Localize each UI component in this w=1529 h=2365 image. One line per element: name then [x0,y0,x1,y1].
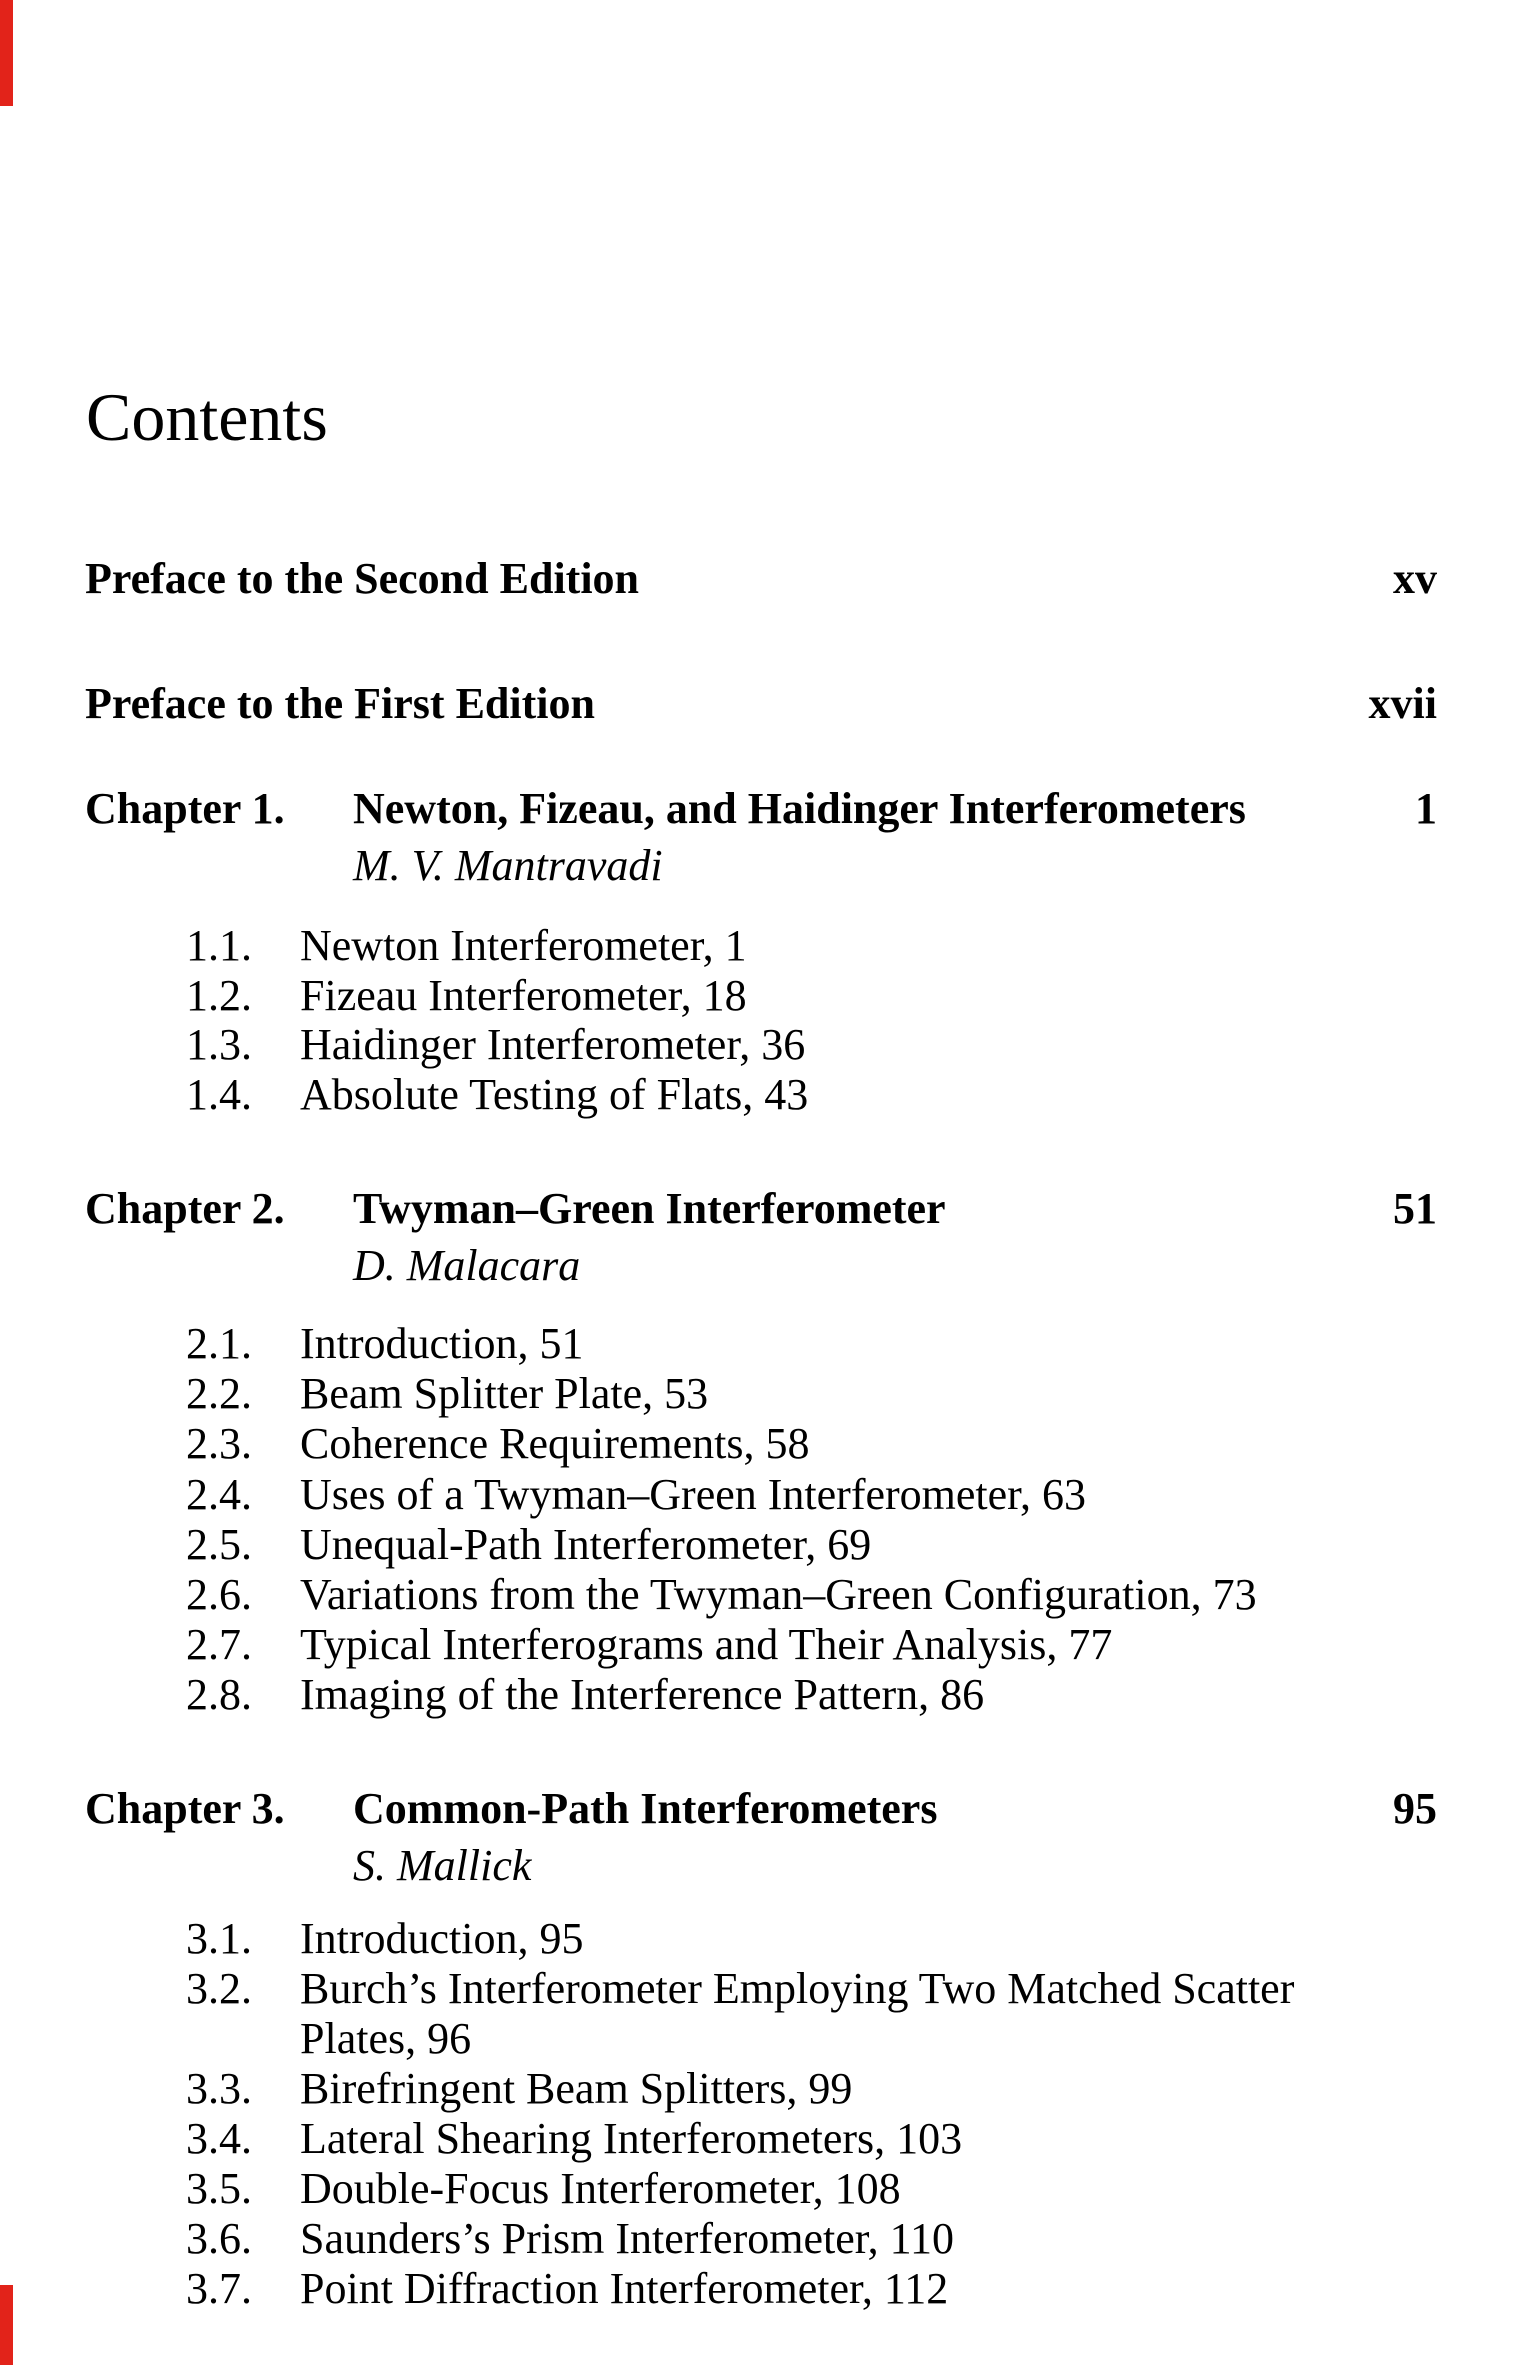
toc-entry-page-number: xv [1393,554,1437,603]
section-number: 2.1. [186,1319,252,1368]
chapter-number: Chapter 2. [85,1184,285,1233]
section-number: 2.5. [186,1520,252,1569]
toc-section-2-8 [186,1670,1437,1719]
section-title: Lateral Shearing Interferometers, 103 [300,2114,963,2163]
toc-section-3-6 [186,2214,1437,2263]
section-title: Introduction, 95 [300,1914,584,1963]
chapter-number: Chapter 1. [85,784,285,833]
toc-section-3-3 [186,2064,1437,2113]
section-number: 2.6. [186,1570,252,1619]
toc-entry-page-number: xvii [1368,679,1437,728]
toc-entry-label: Preface to the Second Edition [85,554,640,603]
section-number: 2.4. [186,1470,252,1519]
section-title: Saunders’s Prism Interferometer, 110 [300,2214,955,2263]
section-number: 2.7. [186,1620,252,1669]
section-title: Double-Focus Interferometer, 108 [300,2164,901,2213]
toc-section-2-5 [186,1520,1437,1569]
toc-entry-label: Preface to the First Edition [85,679,595,728]
chapter-page-number: 51 [1393,1184,1437,1233]
section-title: Absolute Testing of Flats, 43 [300,1070,809,1119]
toc-section-2-3 [186,1419,1437,1468]
section-title: Uses of a Twyman–Green Interferometer, 63 [300,1470,1087,1519]
section-number: 1.4. [186,1070,252,1119]
toc-section-1-4 [186,1070,1437,1119]
chapter-title: Common-Path Interferometers [353,1784,938,1833]
scan-edge-mark-bottom-icon [0,2285,13,2365]
toc-chapter-1-heading [85,784,1437,833]
section-title-continuation: Plates, 96 [300,2014,472,2063]
chapter-page-number: 1 [1415,784,1437,833]
section-title: Haidinger Interferometer, 36 [300,1020,806,1069]
section-number: 3.6. [186,2214,252,2263]
section-number: 3.4. [186,2114,252,2163]
toc-section-1-2 [186,971,1437,1020]
section-number: 3.3. [186,2064,252,2113]
section-number: 2.2. [186,1369,252,1418]
page-title: Contents [86,379,328,455]
section-title: Fizeau Interferometer, 18 [300,971,747,1020]
section-title: Imaging of the Interference Pattern, 86 [300,1670,985,1719]
section-number: 3.2. [186,1964,252,2013]
toc-section-2-2 [186,1369,1437,1418]
toc-section-2-4 [186,1470,1437,1519]
section-title: Newton Interferometer, 1 [300,921,747,970]
chapter-author: M. V. Mantravadi [353,841,663,890]
section-title: Introduction, 51 [300,1319,584,1368]
chapter-number: Chapter 3. [85,1784,285,1833]
toc-section-1-3 [186,1020,1437,1069]
scan-edge-mark-top-icon [0,0,13,106]
section-number: 2.3. [186,1419,252,1468]
chapter-page-number: 95 [1393,1784,1437,1833]
toc-entry-preface-first-edition [85,679,1437,728]
chapter-author: D. Malacara [353,1241,581,1290]
toc-section-1-1 [186,921,1437,970]
section-title: Beam Splitter Plate, 53 [300,1369,709,1418]
toc-section-2-1 [186,1319,1437,1368]
section-number: 2.8. [186,1670,252,1719]
toc-section-3-2-continuation [186,2014,1437,2063]
toc-section-2-7 [186,1620,1437,1669]
section-number: 3.1. [186,1914,252,1963]
toc-section-3-2 [186,1964,1437,2013]
section-title: Unequal-Path Interferometer, 69 [300,1520,872,1569]
toc-section-3-7 [186,2264,1437,2313]
chapter-title: Newton, Fizeau, and Haidinger Interferometers [353,784,1246,833]
toc-section-2-6 [186,1570,1437,1619]
section-title: Typical Interferograms and Their Analysis, 77 [300,1620,1113,1669]
section-title: Point Diffraction Interferometer, 112 [300,2264,949,2313]
toc-section-3-5 [186,2164,1437,2213]
toc-entry-preface-second-edition [85,554,1437,603]
toc-section-3-4 [186,2114,1437,2163]
section-number: 1.2. [186,971,252,1020]
section-title: Burch’s Interferometer Employing Two Matched Scatter [300,1964,1295,2013]
section-title: Variations from the Twyman–Green Configuration, 73 [300,1570,1257,1619]
section-number: 3.5. [186,2164,252,2213]
section-title: Birefringent Beam Splitters, 99 [300,2064,853,2113]
section-title: Coherence Requirements, 58 [300,1419,810,1468]
chapter-author: S. Mallick [353,1841,532,1890]
section-number: 1.1. [186,921,252,970]
chapter-title: Twyman–Green Interferometer [353,1184,946,1233]
toc-chapter-3-heading [85,1784,1437,1833]
toc-section-3-1 [186,1914,1437,1963]
section-number: 3.7. [186,2264,252,2313]
toc-chapter-2-heading [85,1184,1437,1233]
section-number: 1.3. [186,1020,252,1069]
